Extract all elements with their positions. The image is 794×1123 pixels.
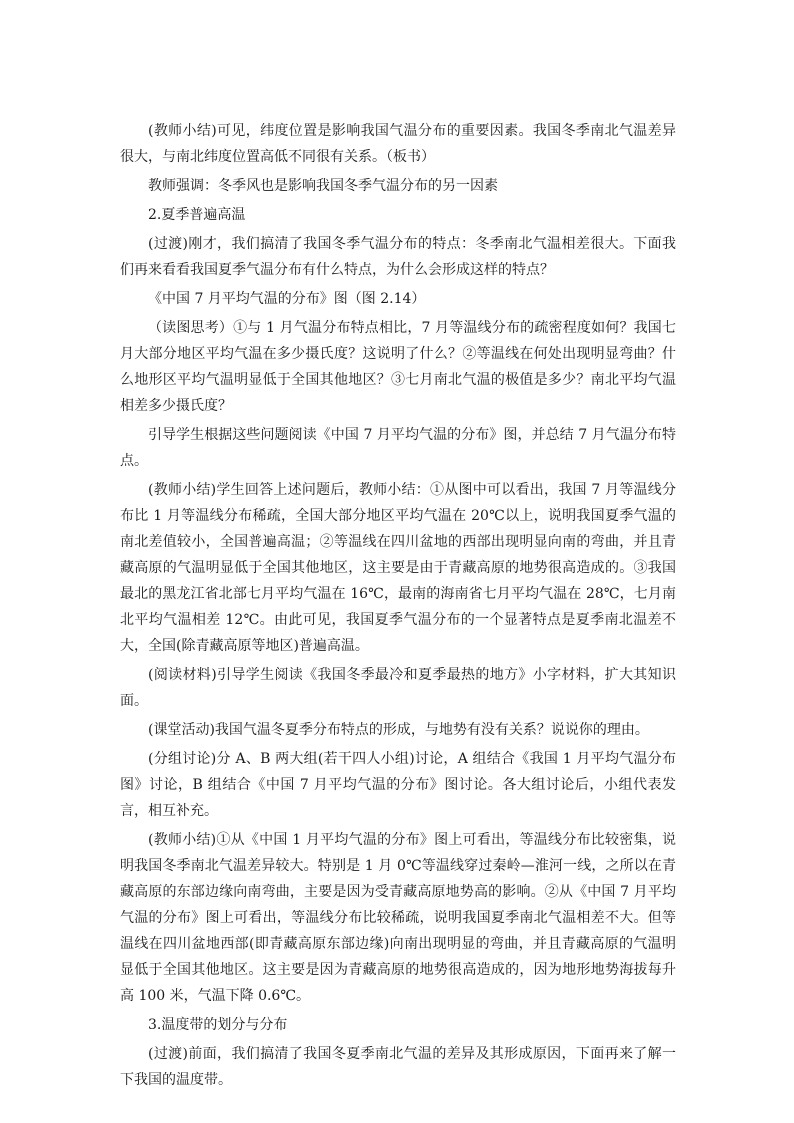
section-heading-summer-heat: 2.夏季普遍高温 (148, 207, 246, 223)
paragraph-guide-students: 引导学生根据这些问题阅读《中国 7 月平均气温的分布》图，并总结 7 月气温分布特点。 (120, 427, 676, 469)
paragraph-figure-reference: 《中国 7 月平均气温的分布》图（图 2.14） (148, 291, 426, 307)
paragraph-class-activity: (课堂活动)我国气温冬夏季分布特点的形成，与地势有没有关系？说说你的理由。 (148, 722, 649, 738)
paragraph-transition-summer: (过渡)刚才，我们搞清了我国冬季气温分布的特点：冬季南北气温相差很大。下面我们再来看看我国夏季气温分布有什么特点，为什么会形成这样的特点？ (120, 236, 676, 278)
paragraph-teacher-summary-terrain: (教师小结)①从《中国 1 月平均气温的分布》图上可看出，等温线分布比较密集，说明我国冬季南北气温差异较大。特别是 1 月 0℃等温线穿过秦岭—淮河一线，之所以在青藏高原的东部边缘向南弯曲，主要是因为受青藏高原地势高的影响。②从《中国 7 月平均气温的分布》图上可看出，等温线分布比较稀疏，说明我国夏季南北气温相差不大。但等温线在四川盆地西部(即青藏高原东部边缘)向南出现明显的弯曲，并且青藏高原的气温明显低于全国其他地区。这主要是因为青藏高原的地势很高造成的，因为地形地势海拔每升高 100 米，气温下降 0.6℃。 (120, 832, 676, 1004)
paragraph-teacher-emphasis: 教师强调：冬季风也是影响我国冬季气温分布的另一因素 (148, 178, 498, 194)
paragraph-group-discussion: (分组讨论)分 A、B 两大组(若干四人小组)讨论，A 组结合《我国 1 月平均气温分布图》讨论，B 组结合《中国 7 月平均气温的分布》图讨论。各大组讨论后，小组代表发言，相互补充。 (120, 751, 676, 819)
paragraph-reading-material: (阅读材料)引导学生阅读《我国冬季最冷和夏季最热的地方》小字材料，扩大其知识面。 (120, 667, 676, 709)
paragraph-transition-zones: (过渡)前面，我们搞清了我国冬夏季南北气温的差异及其形成原因，下面再来了解一下我国的温度带。 (120, 1046, 676, 1088)
paragraph-map-reading-questions: （读图思考）①与 1 月气温分布特点相比，7 月等温线分布的疏密程度如何？我国七月大部分地区平均气温在多少摄氏度？这说明了什么？②等温线在何处出现明显弯曲？什么地形区平均气温明显低于全国其他地区？③七月南北气温的极值是多少？南北平均气温相差多少摄氏度？ (120, 320, 676, 414)
paragraph-teacher-summary-july: (教师小结)学生回答上述问题后，教师小结：①从图中可以看出，我国 7 月等温线分布比 1 月等温线分布稀疏，全国大部分地区平均气温在 20℃以上，说明我国夏季气温的南北差值较小，全国普遍高温；②等温线在四川盆地的西部出现明显向南的弯曲，并且青藏高原的气温明显低于全国其他地区，这主要是由于青藏高原的地势很高造成的。③我国最北的黑龙江省北部七月平均气温在 16℃，最南的海南省七月平均气温在 28℃，七月南北平均气温相差 12℃。由此可见，我国夏季气温分布的一个显著特点是夏季南北温差不大，全国(除青藏高原等地区)普遍高温。 (120, 482, 676, 654)
document-body (120, 118, 676, 1096)
section-heading-temperature-zones: 3.温度带的划分与分布 (148, 1017, 288, 1033)
paragraph-teacher-summary-latitude: (教师小结)可见，纬度位置是影响我国气温分布的重要因素。我国冬季南北气温差异很大，与南北纬度位置高低不同很有关系。（板书） (120, 123, 676, 165)
